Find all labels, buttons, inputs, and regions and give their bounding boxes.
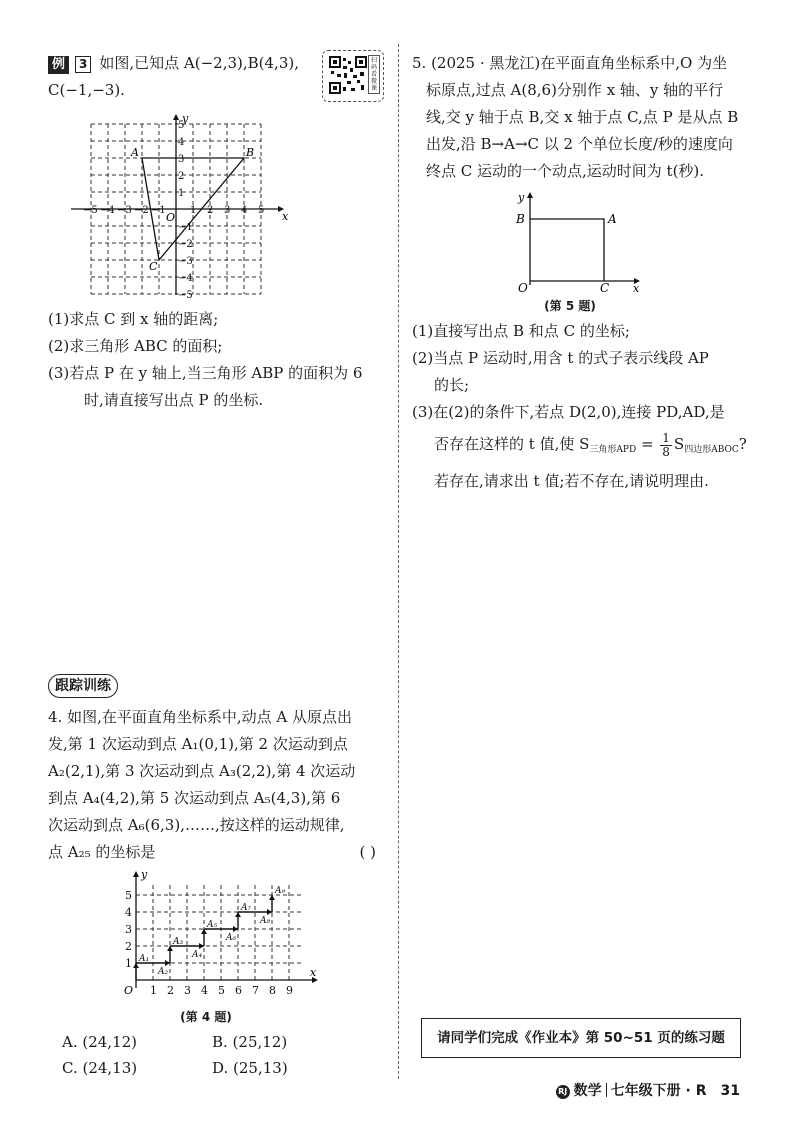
ex3-point-c-label: C bbox=[149, 260, 158, 273]
ex3-x-tick: 1 bbox=[190, 205, 197, 216]
ex3-y-tick: 4 bbox=[178, 137, 185, 148]
problem5-question3-line3: 若存在,请求出 t 值;若不存在,请说明理由. bbox=[434, 472, 709, 490]
p4-point-label: A₉ bbox=[275, 886, 286, 896]
example3-intro-line1: 例 3 如图,已知点 A(−2,3),B(4,3), bbox=[48, 50, 384, 77]
problem4-line5: 次运动到点 A₆(6,3),……,按这样的运动规律, bbox=[48, 816, 345, 834]
p4-x-tick: 8 bbox=[269, 984, 276, 997]
p4-step-arrow bbox=[199, 943, 204, 949]
p4-y-tick: 4 bbox=[125, 906, 132, 919]
p4-origin-label: O bbox=[124, 984, 134, 997]
p4-x-tick: 4 bbox=[201, 984, 208, 997]
p4-x-tick: 2 bbox=[167, 984, 174, 997]
ex3-x-tick: −1 bbox=[151, 205, 166, 216]
p4-point-label: A₆ bbox=[226, 933, 237, 943]
practice-tag: 跟踪训练 bbox=[48, 674, 118, 698]
p4-x-tick: 6 bbox=[235, 984, 242, 997]
footer-grade: 七年级下册 · R bbox=[610, 1083, 707, 1099]
p4-x-tick: 7 bbox=[252, 984, 259, 997]
p4-grid bbox=[136, 885, 303, 980]
problem5-question3-line2: 否存在这样的 t 值,使 $S_{三角形APD}$ = $\frac{1}{8}$ $S_{四边形ABOC}$? bbox=[434, 430, 747, 459]
option-a[interactable]: A. (24,12) bbox=[62, 1033, 138, 1051]
problem5-question2-line1: (2)当点 P 运动时,用含 t 的式子表示线段 AP bbox=[412, 349, 709, 367]
example3-question3-line1: (3)若点 P 在 y 轴上,当三角形 ABP 的面积为 6 bbox=[48, 364, 363, 382]
ex3-y-tick: 1 bbox=[178, 188, 185, 199]
footer-subject: 数学 bbox=[573, 1083, 602, 1099]
column-divider bbox=[398, 44, 399, 1079]
page-number: 31 bbox=[720, 1083, 740, 1099]
ex3-x-tick: 3 bbox=[224, 205, 231, 216]
area-subscript-aboc: 四边形ABOC bbox=[684, 445, 739, 455]
problem5-line3: 线,交 y 轴于点 B,交 x 轴于点 C,点 P 是从点 B bbox=[426, 108, 739, 126]
example-label: 例 bbox=[48, 56, 69, 74]
p5-point-a-label: A bbox=[608, 212, 617, 226]
p5-x-label: x bbox=[633, 282, 640, 295]
left-column bbox=[48, 50, 384, 1077]
problem4-line6: 点 A₂₅ 的坐标是 ( ) bbox=[48, 839, 384, 866]
ex3-y-tick: −1 bbox=[178, 222, 193, 233]
ex3-y-tick: −2 bbox=[178, 239, 193, 250]
ex3-x-tick: 4 bbox=[241, 205, 248, 216]
ex3-y-label: y bbox=[182, 112, 189, 125]
ex3-y-tick: −5 bbox=[178, 290, 193, 301]
p5-point-c-label: C bbox=[600, 281, 610, 295]
p4-y-tick: 5 bbox=[125, 889, 132, 902]
options-row1 bbox=[62, 1029, 384, 1055]
p4-point-label: A₇ bbox=[241, 903, 252, 913]
p4-y-tick: 3 bbox=[125, 923, 132, 936]
p5-origin-label: O bbox=[518, 281, 528, 295]
ex3-x-tick: −5 bbox=[83, 205, 98, 216]
p4-point-label: A₂ bbox=[158, 967, 169, 977]
problem4-line2: 发,第 1 次运动到点 A₁(0,1),第 2 次运动到点 bbox=[48, 735, 348, 753]
answer-blank[interactable]: ( ) bbox=[359, 843, 376, 861]
p4-x-label: x bbox=[310, 966, 317, 979]
p4-x-tick-labels bbox=[150, 984, 293, 997]
homework-reminder-box: 请同学们完成《作业本》第 50~51 页的练习题 bbox=[421, 1018, 741, 1058]
example3-intro-line2: C(−1,−3). bbox=[48, 81, 125, 99]
p4-x-tick: 1 bbox=[150, 984, 157, 997]
p4-y-tick: 1 bbox=[125, 957, 132, 970]
p4-point-label: A₁ bbox=[139, 954, 150, 964]
p4-y-tick-labels bbox=[125, 889, 132, 970]
problem5-caption: (第 5 题) bbox=[544, 299, 596, 313]
problem5-rectangle-graph bbox=[512, 191, 642, 295]
p4-y-tick: 2 bbox=[125, 940, 132, 953]
ex3-point-b-label: B bbox=[246, 146, 255, 159]
p4-step-arrow bbox=[165, 960, 170, 966]
problem5-line1: 5. (2025 · 黑龙江)在平面直角坐标系中,O 为坐 bbox=[412, 54, 728, 72]
problem5-question2-line2: 的长; bbox=[434, 376, 470, 394]
problem5-question3-line1: (3)在(2)的条件下,若点 D(2,0),连接 PD,AD,是 bbox=[412, 403, 725, 421]
area-subscript-apd: 三角形APD bbox=[589, 445, 637, 455]
qr-code-box[interactable] bbox=[322, 50, 384, 102]
problem4-line4: 到点 A₄(4,2),第 5 次运动到点 A₅(4,3),第 6 bbox=[48, 789, 341, 807]
p5-rectangle-sides bbox=[530, 219, 604, 281]
page-footer bbox=[556, 1080, 740, 1100]
problem5-line2: 标原点,过点 A(8,6)分别作 x 轴、y 轴的平行 bbox=[426, 81, 724, 99]
problem4-caption: (第 4 题) bbox=[180, 1010, 232, 1024]
option-d[interactable]: D. (25,13) bbox=[212, 1059, 288, 1077]
fraction-one-eighth: $\frac{1}{8}$ bbox=[662, 430, 670, 459]
ex3-y-tick: 5 bbox=[178, 120, 185, 131]
problem4-staircase-graph bbox=[122, 868, 322, 1008]
ex3-origin-label: O bbox=[166, 211, 176, 224]
qr-code-icon bbox=[329, 56, 367, 94]
p4-step-arrow bbox=[233, 926, 238, 932]
problem5-line4: 出发,沿 B→A→C 以 2 个单位长度/秒的速度向 bbox=[426, 135, 733, 153]
problem5-line5: 终点 C 运动的一个动点,运动时间为 t(秒). bbox=[426, 162, 705, 180]
p4-x-tick: 5 bbox=[218, 984, 225, 997]
p4-step-arrow bbox=[267, 909, 272, 915]
p4-point-label: A₅ bbox=[207, 920, 218, 930]
option-b[interactable]: B. (25,12) bbox=[212, 1033, 288, 1051]
ex3-x-tick: 5 bbox=[258, 205, 265, 216]
p5-point-b-label: B bbox=[516, 212, 525, 226]
p5-y-label: y bbox=[518, 191, 525, 204]
ex3-y-tick: −3 bbox=[178, 256, 193, 267]
p4-point-label: A₃ bbox=[173, 937, 184, 947]
ex3-x-tick: −3 bbox=[117, 205, 132, 216]
example3-coordinate-graph bbox=[66, 112, 296, 302]
problem5-question1: (1)直接写出点 B 和点 C 的坐标; bbox=[412, 322, 630, 340]
practice-section bbox=[48, 674, 384, 1081]
publisher-badge-icon: RJ bbox=[556, 1085, 570, 1099]
options-row2 bbox=[62, 1055, 384, 1081]
p4-x-tick: 9 bbox=[286, 984, 293, 997]
example3-question3-line2: 时,请直接写出点 P 的坐标. bbox=[84, 391, 264, 409]
ex3-y-tick: 2 bbox=[178, 171, 185, 182]
ex3-x-tick: 2 bbox=[207, 205, 214, 216]
p4-point-label: A₄ bbox=[192, 950, 203, 960]
qr-caption: 扫码看微课 bbox=[368, 55, 380, 94]
example3-question1: (1)求点 C 到 x 轴的距离; bbox=[48, 310, 219, 328]
example3-question2: (2)求三角形 ABC 的面积; bbox=[48, 337, 223, 355]
example3-header bbox=[48, 50, 384, 106]
p4-point-label: A₈ bbox=[260, 916, 271, 926]
ex3-y-tick: 3 bbox=[178, 154, 185, 165]
ex3-x-tick: −4 bbox=[100, 205, 115, 216]
ex3-x-label: x bbox=[282, 210, 289, 223]
p4-y-arrow bbox=[133, 871, 139, 877]
ex3-point-a-label: A bbox=[131, 146, 139, 159]
p5-y-arrow bbox=[527, 192, 533, 198]
problem4-line3: A₂(2,1),第 3 次运动到点 A₃(2,2),第 4 次运动 bbox=[48, 762, 356, 780]
ex3-y-tick: −4 bbox=[178, 273, 193, 284]
p4-x-tick: 3 bbox=[184, 984, 191, 997]
p4-y-label: y bbox=[141, 868, 148, 881]
right-column bbox=[412, 50, 752, 495]
problem4-line1: 4. 如图,在平面直角坐标系中,动点 A 从原点出 bbox=[48, 708, 352, 726]
example-number: 3 bbox=[75, 56, 91, 73]
option-c[interactable]: C. (24,13) bbox=[62, 1059, 138, 1077]
ex3-x-tick: −2 bbox=[134, 205, 149, 216]
